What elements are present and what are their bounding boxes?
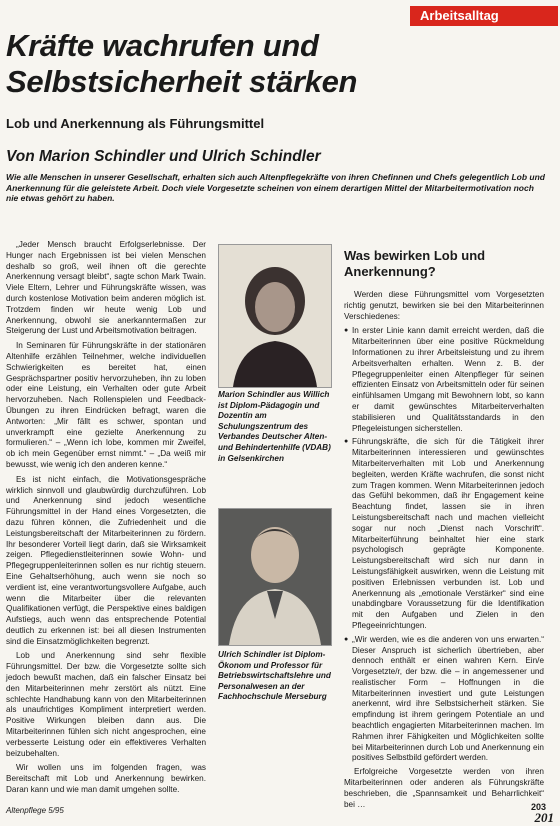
paragraph: „Jeder Mensch braucht Erfolgserlebnisse. Der Hunger nach Ergebnissen ist bei vielen Menschen deshalb so groß, weil ihnen oft die gerechte Anerkennung versagt bleibt“, sagte schon Mark Twain. Viele Eltern, Lehrer und Führungskräfte wissen, was durch kostenlose Motivation beim anderen möglich ist. Trotzdem finden wir heute wenig Lob und Anerkennung, obwohl sie anerkanntermaßen zur Steigerung der Lust und Arbeitsmotivation beitragen.	[6, 240, 206, 336]
paragraph: Wir wollen uns im folgenden fragen, was Bereitschaft mit Lob und Anerkennung bewirken. Daran kann und wie man damit umgehen sollte.	[6, 763, 206, 795]
paragraph: In Seminaren für Führungskräfte in der stationären Altenhilfe erzählen Teilnehmer, welche individuellen Schwierigkeiten es bereitet hat, einen Gesprächspartner positiv hervorzuheben, ihn zu loben oder eine Leistung, ein Verhalten oder gute Arbeit hervorzuheben. Nach Rollenspielen und Feedback-Übungen zu ihren Eindrücken befragt, waren die Antworten: „Mir fällt es schwer, spontan und unverkrampft eine gezielte Anerkennung zu formulieren.“ – „Wenn ich lobe, kommen mir Zweifel, ob ich mein Gegenüber ernst nimmt.“ – „Da weiß mir bewusst, wie wenig ich den anderen kenne.“	[6, 341, 206, 469]
page-number: 203	[530, 802, 546, 812]
photo-caption-marion: Marion Schindler aus Willich ist Diplom-Pädagogin und Dozentin am Schulungszentrum des Verbandes Deutscher Alten- und Behindertenhilfe (VDAB) in Gelsenkirchen	[218, 390, 331, 463]
paragraph: Es ist nicht einfach, die Motivationsgespräche wirklich sinnvoll und glaubwürdig durchzuführen. Lob und Anerkennung sind jedoch wesentliche Führungsmittel in der Hand eines Vorgesetzten, die dazu führen können, die Zufriedenheit und die Leistungsbereitschaft der Mitarbeiterinnen zu fördern. Ihr besonderer Vorteil liegt darin, daß sie Wirksamkeit zeigen. Pflegedienstleiterinnen sowie Wohn- und Pflegegruppenleiterinnen sollen es nur richtig steuern. Eine Gehaltserhöhung, auch wenn sie noch so verdient ist, eine verantwortungsvollere Aufgabe, auch wenn die Mitarbeiter über die relevanten Qualifikationen verfügt, die Perspektive eines baldigen Aufstiegs, auch wenn das entsprechende Potential deutlich zu erkennen ist: bei all diesen Instrumenten sind die Einsatzmöglichkeiten begrenzt.	[6, 474, 206, 646]
list-item: ● Führungskräfte, die sich für die Tätigkeit ihrer Mitarbeiterinnen interessieren und gewünschtes Mitarbeiterverhalten mit Lob und Anerkennung begleiten, werden Kräfte wachrufen, die sonst nicht zum Tragen kommen. Wenn Mitarbeiterinnen jedoch das Gefühl bekommen, daß ihr Engagement keine Beachtung findet, lassen sie in ihren Leistungsbereitschaft nach und machen vielleicht sogar nur noch „Dienst nach Vorschrift“. Mitarbeiterführung beinhaltet hier eine stark psychologisch geprägte Komponente. Leistungsbereitschaft wird sich nur dann in Leistungsfähigkeit auswirken, wenn die Leistung mit positiven Erlebnissen verbunden ist. Lob und Anerkennung als „emotionale Verstärker“ sind eine unabdingbare Voraussetzung für die Identifikation mit den Aufgaben und Zielen in den Pflegeeinrichtungen.	[344, 437, 544, 631]
list-item: ● In erster Linie kann damit erreicht werden, daß die Mitarbeiterinnen über eine positive Rückmeldung Informationen zu ihrer Arbeitsleistung und zu ihrem Arbeitsverhalten erhalten. Wenn z. B. der Pflegegruppenleiter einen Altenpfleger für seinen effizienten Einsatz von Arbeitsmitteln oder für seinen einfühlsamen Umgang mit Bewohnern lobt, so kann er damit gewünschtes Mitarbeiterverhalten stabilisieren und Qualitätsstandards in den Pflegeleistungen sicherstellen.	[344, 326, 544, 434]
paragraph: Lob und Anerkennung sind sehr flexible Führungsmittel. Der bzw. die Vorgesetzte sollte sich jedoch bewußt machen, daß ein falscher Einsatz bei den Mitarbeiterinnen mehr zerstört als nützt. Eine schlechte Handhabung kann von den Mitarbeiterinnen als unaufrichtiges Kompliment interpretiert werden. Positive Wirkungen bleiben dann aus. Die Mitarbeiterinnen fühlen sich nicht angesprochen, eine verbesserte Leistung oder ein effektiveres Verhalten beizubehalten.	[6, 651, 206, 758]
paragraph: Werden diese Führungsmittel vom Vorgesetzten richtig genutzt, bewirken sie bei den Mitarbeiterinnen Verschiedenes:	[344, 290, 544, 321]
journal-reference: Altenpflege 5/95	[6, 806, 64, 815]
section-heading: Was bewirken Lob und Anerkennung?	[344, 248, 486, 279]
bullet-list	[344, 326, 544, 764]
article-byline: Von Marion Schindler und Ulrich Schindler	[6, 148, 321, 165]
photo-caption-ulrich: Ulrich Schindler ist Diplom-Ökonom und Professor für Betriebswirtschaftslehre und Personalwesen an der Fachhochschule Merseburg	[218, 650, 331, 702]
article-lead: Wie alle Menschen in unserer Gesellschaft, erhalten sich auch Altenpflegekräfte von ihren Chefinnen und Chefs gelegentlich Lob und Anerkennung für die geleistete Arbeit. Doch viele Vorgesetzte scheinen von einem derartigen Mittel der Mitarbeitermotivation noch nie etwas gehört zu haben.	[6, 172, 545, 203]
article-subtitle: Lob und Anerkennung als Führungsmittel	[6, 116, 265, 131]
section-tag: Arbeitsalltag	[410, 6, 558, 26]
text-column-left	[6, 240, 206, 795]
author-photo-ulrich	[218, 508, 332, 646]
paragraph: Erfolgreiche Vorgesetzte werden von ihren Mitarbeiterinnen oder anderen als Führungskräfte beschrieben, die „Spannsamkeit und Beharrlichkeit“ bei …	[344, 767, 544, 809]
author-photo-marion	[218, 244, 332, 388]
footer-logo: 201	[534, 810, 554, 825]
article-title: Kräfte wachrufen und Selbstsicherheit stärken	[6, 28, 358, 99]
list-item: ● „Wir werden, wie es die anderen von uns erwarten.“ Dieser Anspruch ist sicherlich übertrieben, aber dennoch enthält er einen wahren Kern. Ein/e Vorgesetzte/r, der bzw. die – in angemessener und realistischer Form – Hoffnungen in die Mitarbeiterinnen investiert und gute Leistungen anerkennt, wird ihre Selbstsicherheit stärken. Sie empfindung ist ihrem geringem Potentiale an und beachtlich engagierten Mitarbeiterinnen machen. Im Rahmen ihrer Fähigkeiten und Möglichkeiten sollte bei Mitarbeiterinnen durch Lob und Anerkennung ein positives Selbstbild gefördert werden.	[344, 635, 544, 765]
